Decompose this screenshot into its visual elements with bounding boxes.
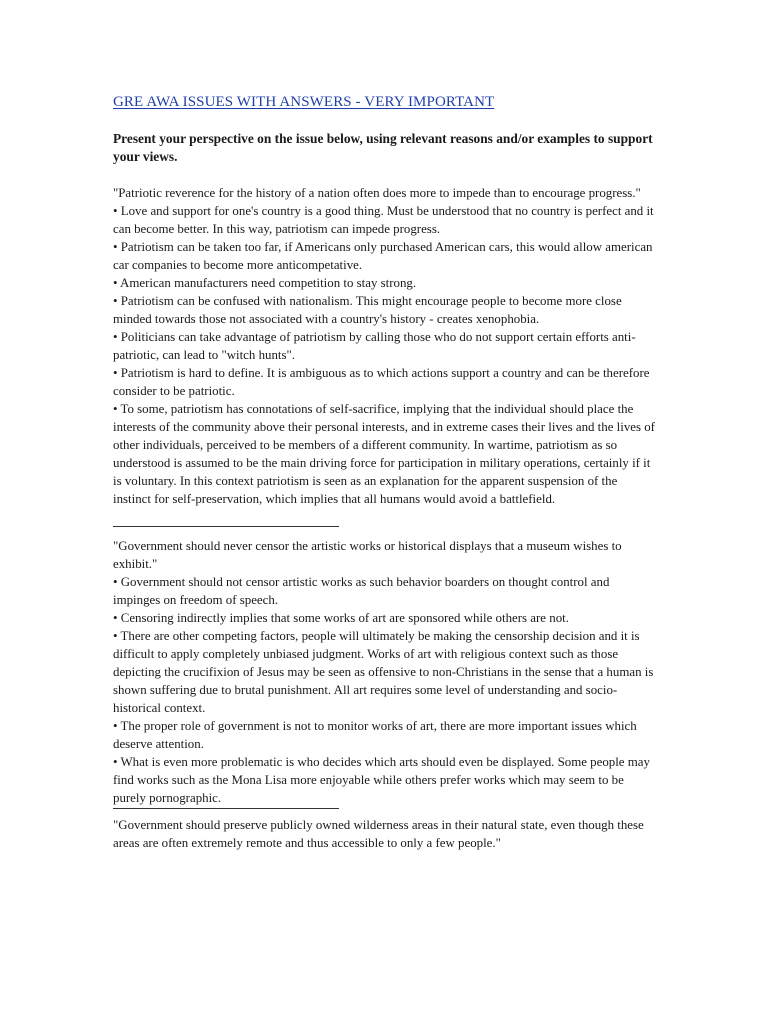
issue-statement: "Patriotic reverence for the history of a nation often does more to impede than to encourage progress." [113,186,641,200]
issue-statement: "Government should never censor the artistic works or historical displays that a museum wishes to exhibit." [113,539,622,571]
section-separator [113,808,339,809]
document-title: GRE AWA ISSUES WITH ANSWERS - VERY IMPORTANT [113,94,495,110]
bullet-point: • Censoring indirectly implies that some works of art are sponsored while others are not. [113,611,569,625]
bullet-point: • Patriotism can be taken too far, if Americans only purchased American cars, this would allow american car companies to become more anticompetative. [113,240,653,272]
bullet-point: • Love and support for one's country is a good thing. Must be understood that no country is perfect and it can become better. In this way, patriotism can impede progress. [113,204,654,236]
issue-section-wilderness [113,816,658,852]
bullet-point: • Politicians can take advantage of patriotism by calling those who do not support certain efforts anti-patriotic, can lead to "witch hunts". [113,330,636,362]
bullet-point: • To some, patriotism has connotations of self-sacrifice, implying that the individual should place the interests of the community above their personal interests, and in extreme cases their lives and the lives of other individuals, perceived to be members of a different community. In wartime, patriotism as so understood is assumed to be the main driving force for participation in military operations, certainly if it is voluntary. In this context patriotism is seen as an explanation for the apparent suspension of the instinct for self-preservation, which implies that all humans would avoid a battlefield. [113,402,655,506]
bullet-point: • Patriotism can be confused with nationalism. This might encourage people to become more close minded towards those not associated with a country's history - creates xenophobia. [113,294,622,326]
section-separator [113,526,339,527]
bullet-point: • What is even more problematic is who decides which arts should even be displayed. Some people may find works such as the Mona Lisa more enjoyable while others prefer works which may seem to be purely pornographic. [113,755,650,805]
issue-section-patriotism [113,184,658,508]
bullet-point: • Government should not censor artistic works as such behavior boarders on thought control and impinges on freedom of speech. [113,575,610,607]
issue-section-censorship [113,537,658,807]
bullet-point: • The proper role of government is not to monitor works of art, there are more important issues which deserve attention. [113,719,637,751]
bullet-point: • Patriotism is hard to define. It is ambiguous as to which actions support a country and can be therefore consider to be patriotic. [113,366,650,398]
issue-statement: "Government should preserve publicly owned wilderness areas in their natural state, even though these areas are often extremely remote and thus accessible to only a few people." [113,818,644,850]
issue-prompt: Present your perspective on the issue below, using relevant reasons and/or examples to support your views. [113,131,653,164]
document-page [113,92,658,852]
bullet-point: • American manufacturers need competition to stay strong. [113,276,417,290]
bullet-point: • There are other competing factors, people will ultimately be making the censorship decision and it is difficult to apply completely unbiased judgment. Works of art with religious context such as those depicting the crucifixion of Jesus may be seen as offensive to non-Christians in the sense that a human is shown suffering due to brutal punishment. All art requires some level of understanding and socio-historical context. [113,629,654,715]
spacer [113,508,658,526]
